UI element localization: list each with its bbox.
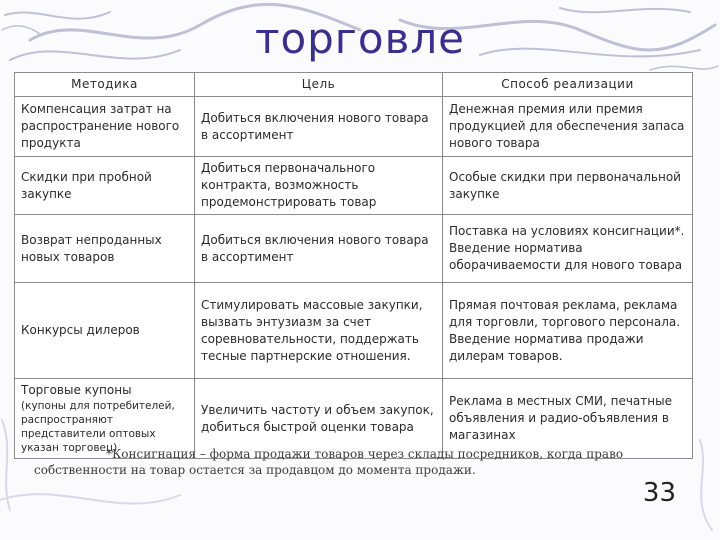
goal-cell: Добиться первоначального контракта, возможность продемонстрировать товар (195, 157, 443, 215)
slide-title: торговле (254, 14, 466, 63)
goal-cell: Добиться включения нового товара в ассортимент (195, 97, 443, 157)
column-header-goal: Цель (195, 73, 443, 97)
table-row (15, 215, 693, 283)
method-cell: Конкурсы дилеров (15, 283, 195, 379)
method-cell: Скидки при пробной закупке (15, 157, 195, 215)
column-header-method: Методика (15, 73, 195, 97)
column-header-implementation: Способ реализации (443, 73, 693, 97)
method-note: (купоны для потребителей, распространяют представители оптовых указан торговец) (21, 400, 175, 454)
table-row (15, 97, 693, 157)
goal-cell: Добиться включения нового товара в ассортимент (195, 215, 443, 283)
implementation-cell: Реклама в местных СМИ, печатные объявления и радио-объявления в магазинах (443, 379, 693, 459)
method-cell: Компенсация затрат на распространение нового продукта (15, 97, 195, 157)
goal-cell: Стимулировать массовые закупки, вызвать энтузиазм за счет соревновательности, поддержать тесные партнерские отношения. (195, 283, 443, 379)
footnote: *Консигнация – форма продажи товаров через склады посредников, когда право собственности на товар остается за продавцом до момента продажи. (34, 447, 624, 477)
implementation-cell: Поставка на условиях консигнации*. Введение норматива оборачиваемости для нового товара (443, 215, 693, 283)
implementation-cell: Особые скидки при первоначальной закупке (443, 157, 693, 215)
table-row (15, 283, 693, 379)
page-number: 33 (642, 478, 676, 508)
promotion-methods-table (14, 72, 693, 459)
goal-cell: Увеличить частоту и объем закупок, добиться быстрой оценки товара (195, 379, 443, 459)
implementation-cell: Прямая почтовая реклама, реклама для торговли, торгового персонала. Введение норматива продажи дилерам товаров. (443, 283, 693, 379)
table-header-row (15, 73, 693, 97)
method-title: Торговые купоны (21, 383, 132, 397)
method-cell: Возврат непроданных новых товаров (15, 215, 195, 283)
table-row (15, 157, 693, 215)
implementation-cell: Денежная премия или премия продукцией для обеспечения запаса нового товара (443, 97, 693, 157)
